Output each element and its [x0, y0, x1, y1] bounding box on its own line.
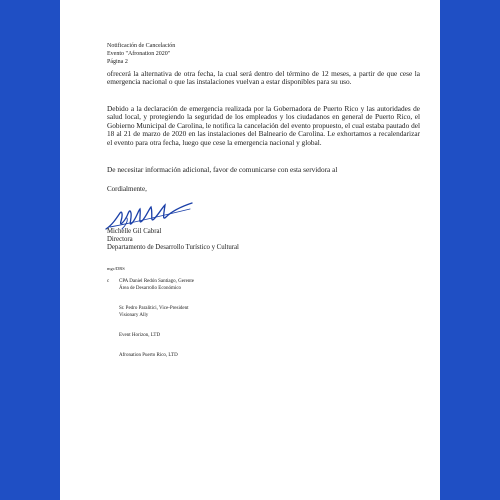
paragraph-alternative-date: ofrecerá la alternativa de otra fecha, la cual será dentro del término de 12 meses, a partir de que cese la emergencia nacional o que las instalaciones vuelvan a estar disponibles para su uso. [107, 69, 420, 87]
page-header [107, 42, 175, 66]
letter-page [60, 0, 440, 500]
cc-mark: c [107, 279, 110, 284]
header-subject: Notificación de Cancelación [107, 43, 176, 49]
cc-entry [119, 278, 339, 292]
signatory-department: Departamento de Desarrollo Turístico y Cultural [107, 244, 239, 251]
signatory-title: Directora [107, 236, 133, 243]
cc-entry-line: Afronation Puerto Rico, LTD [119, 353, 178, 358]
cc-entry-line: Sr. Pedro Paralitici, Vice-President [119, 306, 189, 311]
signatory-block [107, 228, 239, 252]
signatory-name: Michelle Gil Cabral [107, 228, 162, 235]
cc-entry [119, 352, 339, 359]
closing-salutation: Cordialmente, [107, 185, 147, 193]
cc-list [119, 278, 339, 372]
cc-entry [119, 305, 339, 319]
typist-initials: mgc/DRS [107, 266, 125, 271]
header-page-number: Página 2 [107, 59, 128, 65]
header-event: Evento "Afronation 2020" [107, 51, 171, 57]
paragraph-cancellation: Debido a la declaración de emergencia realizada por la Gobernadora de Puerto Rico y las autoridades de salud local, y protegiendo la seguridad de los empleados y los ciudadanos en general de Puerto Rico, el Gobierno Municipal de Carolina, le notifica la cancelación del evento propuesto, el cual estaba pautado del 18 al 21 de marzo de 2020 en las instalaciones del Balneario de Carolina. Le exhortamos a recalendarizar el evento para otra fecha, luego que cese la emergencia nacional y global. [107, 104, 420, 147]
cc-entry [119, 332, 339, 339]
paragraph-contact: De necesitar información adicional, favor de comunicarse con esta servidora al [107, 165, 338, 174]
cc-entry-line: Event Horizon, LTD [119, 333, 161, 338]
cc-entry-line: CPA Daniel Redón Santiago, Gerente [119, 279, 194, 284]
cc-entry-line: Área de Desarrollo Económico [119, 286, 182, 291]
cc-entry-line: Visionary Ally [119, 313, 149, 318]
